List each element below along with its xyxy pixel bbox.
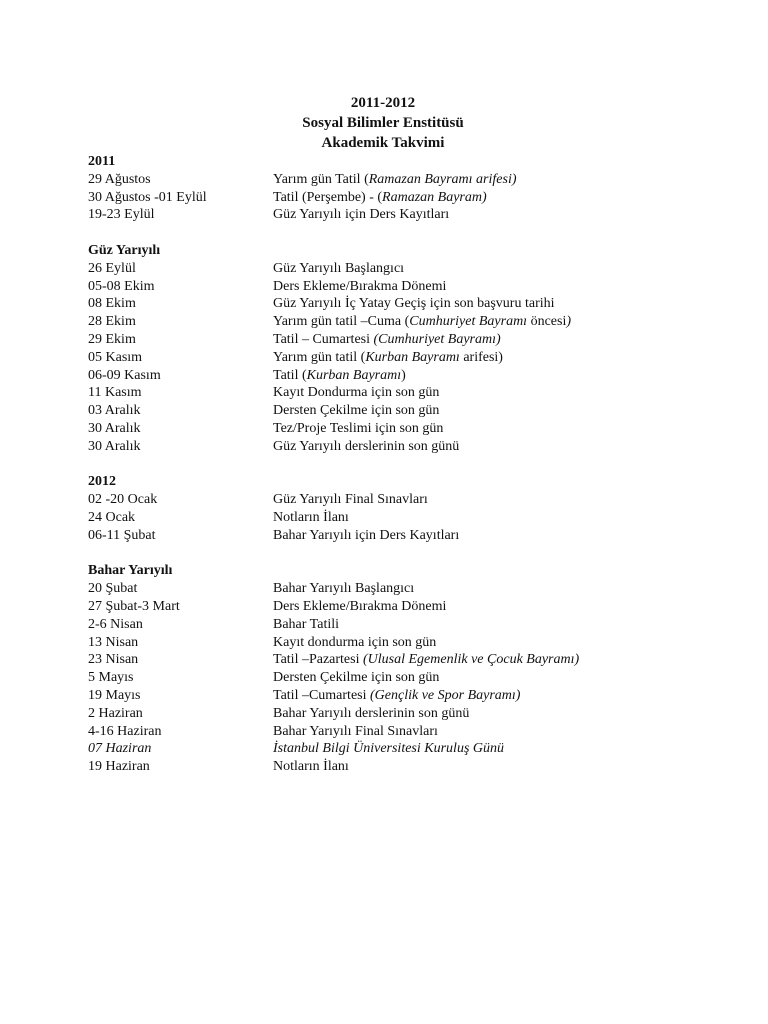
calendar-row <box>88 740 688 758</box>
row-event <box>273 331 688 349</box>
calendar-row <box>88 705 688 723</box>
event-text: (Gençlik ve Spor Bayramı) <box>370 687 521 703</box>
row-date: 19-23 Eylül <box>88 207 155 223</box>
event-text: Kayıt dondurma için son gün <box>273 634 437 650</box>
event-text: Tatil ( <box>273 367 307 383</box>
calendar-title: Akademik Takvimi <box>321 135 445 151</box>
calendar-row <box>88 313 688 331</box>
row-date: 4-16 Haziran <box>88 723 162 739</box>
event-text: (Ulusal Egemenlik ve Çocuk Bayramı) <box>363 652 580 668</box>
row-date: 03 Aralık <box>88 403 141 419</box>
event-text: arifesi) <box>459 349 503 365</box>
row-date: 05-08 Ekim <box>88 278 155 294</box>
event-text: Güz Yarıyılı derslerinin son günü <box>273 438 460 454</box>
row-date: 06-11 Şubat <box>88 527 156 543</box>
row-date: 20 Şubat <box>88 581 138 597</box>
row-event <box>273 616 688 634</box>
row-event <box>273 438 688 456</box>
event-text: Kurban Bayramı <box>365 349 460 365</box>
row-date: 07 Haziran <box>88 741 152 757</box>
row-date: 28 Ekim <box>88 314 136 330</box>
section-spacer <box>88 224 688 242</box>
event-text: Ders Ekleme/Bırakma Dönemi <box>273 598 447 614</box>
row-event <box>273 491 688 509</box>
section-heading: Güz Yarıyılı <box>88 242 161 258</box>
row-date: 13 Nisan <box>88 634 139 650</box>
row-event <box>273 634 688 652</box>
row-event <box>273 705 688 723</box>
row-date: 27 Şubat-3 Mart <box>88 598 180 614</box>
calendar-row <box>88 367 688 385</box>
calendar-row <box>88 580 688 598</box>
event-text: Bahar Yarıyılı derslerinin son günü <box>273 705 470 721</box>
calendar-row <box>88 384 688 402</box>
calendar-row <box>88 491 688 509</box>
row-date: 30 Aralık <box>88 438 141 454</box>
event-text: Güz Yarıyılı Başlangıcı <box>273 260 405 276</box>
event-text: Bahar Yarıyılı için Ders Kayıtları <box>273 527 460 543</box>
section-heading: Bahar Yarıyılı <box>88 563 173 579</box>
event-text: Notların İlanı <box>273 759 349 775</box>
event-text: Notların İlanı <box>273 509 349 525</box>
row-date: 5 Mayıs <box>88 670 134 686</box>
event-text: Tatil – Cumartesi <box>273 331 374 347</box>
calendar-row <box>88 687 688 705</box>
row-event <box>273 260 688 278</box>
row-date: 29 Ağustos <box>88 171 151 187</box>
row-date: 2 Haziran <box>88 705 143 721</box>
calendar-row <box>88 189 688 207</box>
calendar-row <box>88 420 688 438</box>
section-heading: 2012 <box>88 474 116 490</box>
row-event <box>273 171 688 189</box>
row-event <box>273 189 688 207</box>
row-event <box>273 313 688 331</box>
row-event <box>273 420 688 438</box>
calendar-row <box>88 349 688 367</box>
event-text: öncesi <box>527 314 567 330</box>
event-text: Güz Yarıyılı için Ders Kayıtları <box>273 207 450 223</box>
calendar-document <box>88 93 688 776</box>
row-date: 26 Eylül <box>88 260 136 276</box>
row-event <box>273 758 688 776</box>
row-event <box>273 669 688 687</box>
calendar-row <box>88 723 688 741</box>
row-date: 05 Kasım <box>88 349 143 365</box>
calendar-row <box>88 278 688 296</box>
row-date: 30 Aralık <box>88 420 141 436</box>
row-event <box>273 580 688 598</box>
row-date: 19 Haziran <box>88 759 150 775</box>
calendar-sections <box>88 153 688 776</box>
calendar-row <box>88 206 688 224</box>
calendar-row <box>88 669 688 687</box>
calendar-row <box>88 331 688 349</box>
row-event <box>273 651 688 669</box>
event-text: Cumhuriyet Bayramı <box>409 314 528 330</box>
event-text: ) <box>566 314 572 330</box>
event-text: Kurban Bayramı <box>306 367 402 383</box>
event-text: Dersten Çekilme için son gün <box>273 670 440 686</box>
event-text: Dersten Çekilme için son gün <box>273 403 440 419</box>
row-event <box>273 527 688 545</box>
event-text: Ramazan Bayram) <box>382 189 487 205</box>
event-text: Yarım gün Tatil ( <box>273 171 369 187</box>
row-date: 11 Kasım <box>88 385 142 401</box>
row-event <box>273 206 688 224</box>
row-event <box>273 509 688 527</box>
calendar-row <box>88 634 688 652</box>
row-event <box>273 598 688 616</box>
row-date: 02 -20 Ocak <box>88 492 158 508</box>
row-event <box>273 349 688 367</box>
calendar-row <box>88 171 688 189</box>
row-date: 2-6 Nisan <box>88 616 143 632</box>
event-text: (Cumhuriyet Bayramı) <box>373 331 501 347</box>
row-date: 30 Ağustos -01 Eylül <box>88 189 207 205</box>
event-text: Tatil (Perşembe) - ( <box>273 189 383 205</box>
calendar-row <box>88 295 688 313</box>
calendar-row <box>88 260 688 278</box>
row-event <box>273 278 688 296</box>
institute-title: Sosyal Bilimler Enstitüsü <box>302 115 464 131</box>
row-date: 24 Ocak <box>88 509 136 525</box>
row-date: 23 Nisan <box>88 652 139 668</box>
calendar-row <box>88 651 688 669</box>
calendar-row <box>88 402 688 420</box>
calendar-row <box>88 438 688 456</box>
row-date: 19 Mayıs <box>88 687 141 703</box>
row-date: 08 Ekim <box>88 296 136 312</box>
event-text: Kayıt Dondurma için son gün <box>273 385 440 401</box>
calendar-row <box>88 616 688 634</box>
event-text: Güz Yarıyılı İç Yatay Geçiş için son başvuru tarihi <box>273 296 555 312</box>
event-text: İstanbul Bilgi Üniversitesi Kuruluş Günü <box>273 741 504 757</box>
event-text: Bahar Yarıyılı Final Sınavları <box>273 723 438 739</box>
event-text: Bahar Tatili <box>273 616 340 632</box>
event-text: Bahar Yarıyılı Başlangıcı <box>273 581 415 597</box>
section-spacer <box>88 545 688 563</box>
row-event <box>273 367 688 385</box>
event-text: Yarım gün tatil –Cuma ( <box>273 314 410 330</box>
calendar-row <box>88 527 688 545</box>
event-text: Yarım gün tatil ( <box>273 349 366 365</box>
row-event <box>273 687 688 705</box>
event-text: Tatil –Cumartesi <box>273 687 371 703</box>
calendar-row <box>88 598 688 616</box>
event-text: Tez/Proje Teslimi için son gün <box>273 420 444 436</box>
row-event <box>273 384 688 402</box>
event-text: ) <box>401 367 406 383</box>
event-text: Ders Ekleme/Bırakma Dönemi <box>273 278 447 294</box>
document-header <box>88 93 678 153</box>
academic-year-title: 2011-2012 <box>350 95 416 111</box>
section-spacer <box>88 456 688 474</box>
row-event <box>273 723 688 741</box>
event-text: Güz Yarıyılı Final Sınavları <box>273 492 428 508</box>
calendar-row <box>88 509 688 527</box>
row-event <box>273 740 688 758</box>
row-event <box>273 402 688 420</box>
row-date: 29 Ekim <box>88 331 136 347</box>
section-heading: 2011 <box>88 154 116 169</box>
event-text: Ramazan Bayramı arifesi) <box>368 171 517 187</box>
row-date: 06-09 Kasım <box>88 367 161 383</box>
event-text: Tatil –Pazartesi <box>273 652 363 668</box>
row-event <box>273 295 688 313</box>
calendar-row <box>88 758 688 776</box>
